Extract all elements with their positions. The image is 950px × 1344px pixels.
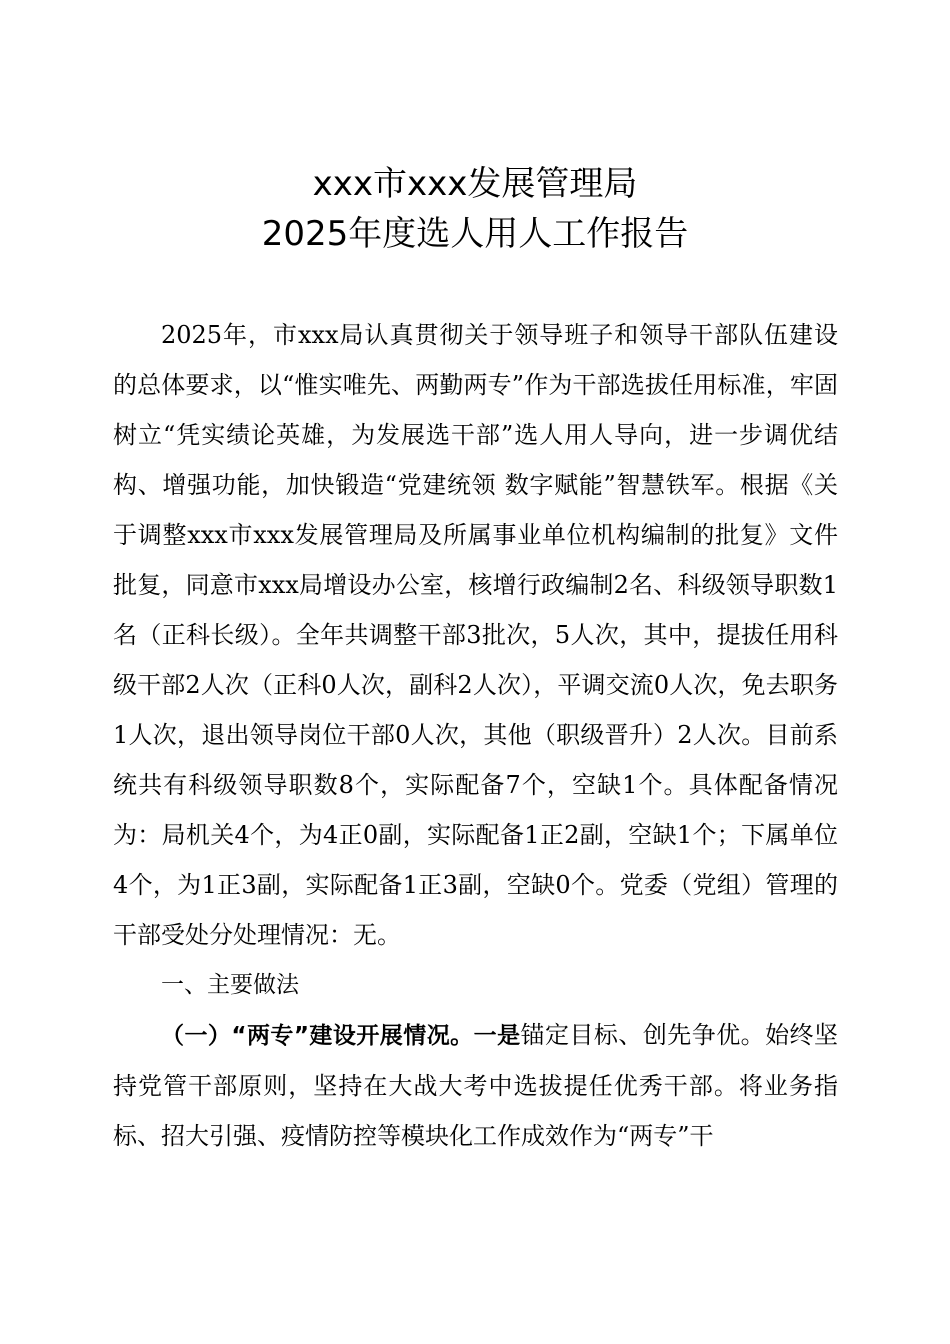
document-title-line-1: xxx市xxx发展管理局	[312, 164, 638, 204]
subsection-lead: 一是	[473, 1023, 521, 1049]
subsection-text: 锚定目标、创先争优。始终坚持党管干部原则，坚持在大战大考中选拔提任优秀干部。将业务指标、招大引强、疫情防控等模块化工作成效作为“两专”干	[113, 1021, 839, 1150]
intro-paragraph: 2025年，市xxx局认真贯彻关于领导班子和领导干部队伍建设的总体要求，以“惟实唯先、两勤两专”作为干部选拔任用标准，牢固树立“凭实绩论英雄，为发展选干部”选人用人导向，进一步调优结构、增强功能，加快锻造“党建统领 数字赋能”智慧铁军。根据《关于调整xxx市xxx发展管理局及所属事业单位机构编制的批复》文件批复，同意市xxx局增设办公室，核增行政编制2名、科级领导职数1名（正科长级）。全年共调整干部3批次，5人次，其中，提拔任用科级干部2人次（正科0人次，副科2人次），平调交流0人次，免去职务1人次，退出领导岗位干部0人次，其他（职级晋升）2人次。目前系统共有科级领导职数8个，实际配备7个，空缺1个。具体配备情况为：局机关4个，为4正0副，实际配备1正2副，空缺1个；下属单位4个，为1正3副，实际配备1正3副，空缺0个。党委（党组）管理的干部受处分处理情况：无。	[113, 321, 838, 949]
section-heading-main-practices: 一、主要做法	[161, 972, 299, 998]
document-body	[113, 310, 838, 1161]
document-title-line-2: 2025年度选人用人工作报告	[261, 214, 689, 254]
subsection-paragraph	[113, 1010, 838, 1161]
subsection-heading: （一）“两专”建设开展情况。	[161, 1023, 474, 1049]
